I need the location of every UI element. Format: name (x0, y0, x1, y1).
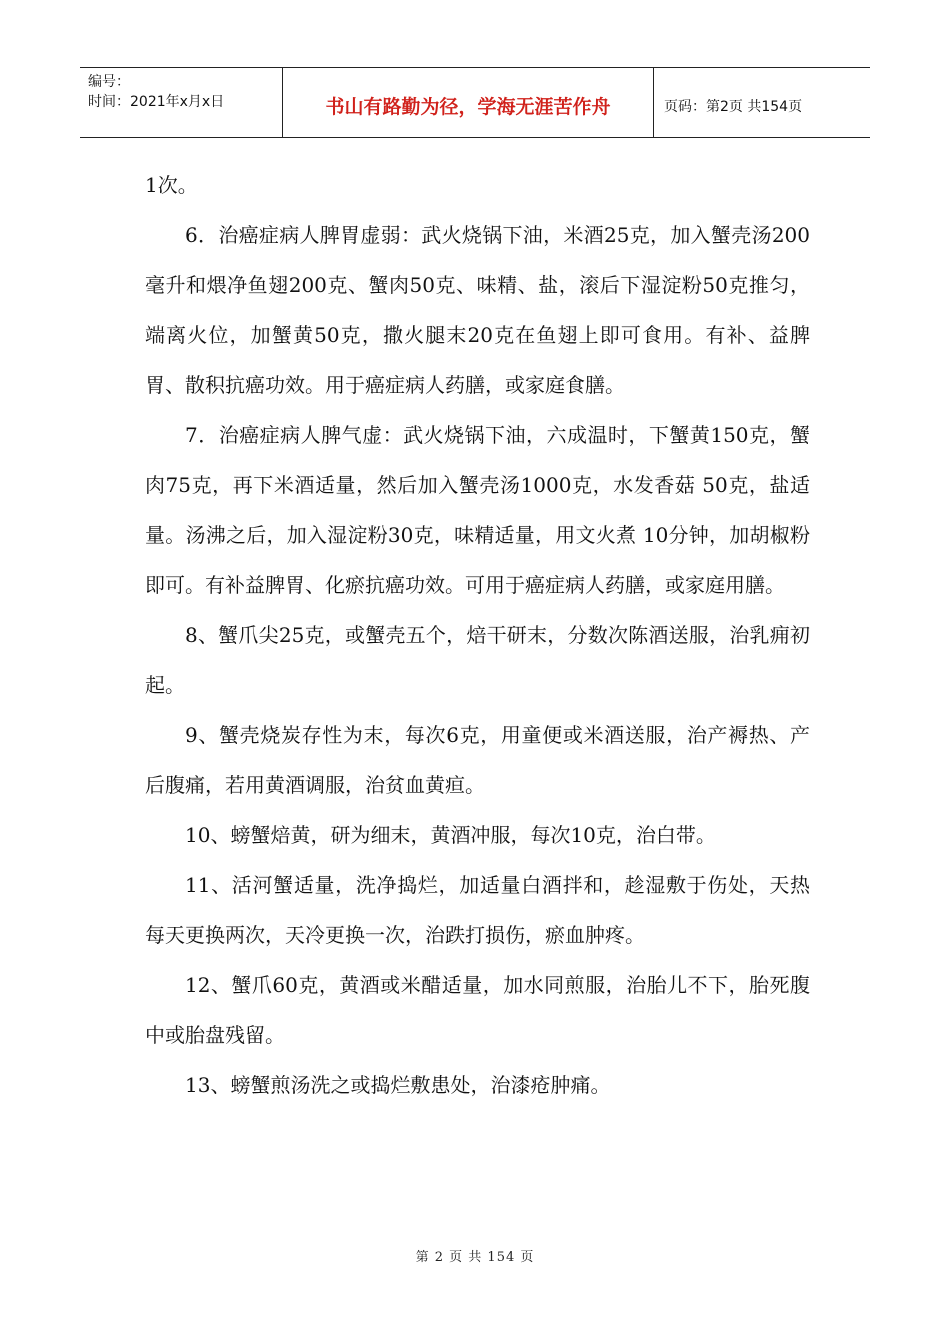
paragraph: 6．治癌症病人脾胃虚弱：武火烧锅下油，米酒25克，加入蟹壳汤200毫升和煨净鱼翅200克、蟹肉50克、味精、盐，滚后下湿淀粉50克推匀，端离火位，加蟹黄50克，撒火腿末20克在鱼翅上即可食用。有补、益脾胃、散积抗癌功效。用于癌症病人药膳，或家庭食膳。 (145, 223, 810, 397)
paragraph: 10、螃蟹焙黄，研为细末，黄酒冲服，每次10克，治白带。 (185, 823, 716, 847)
paragraph: 12、蟹爪60克，黄酒或米醋适量，加水同煎服，治胎儿不下，胎死腹中或胎盘残留。 (145, 973, 810, 1047)
paragraph: 7．治癌症病人脾气虚：武火烧锅下油，六成温时，下蟹黄150克，蟹肉75克，再下米酒适量，然后加入蟹壳汤1000克，水发香菇 50克，盐适量。汤沸之后，加入湿淀粉30克，味精适量，用文火煮 10分钟，加胡椒粉即可。有补益脾胃、化瘀抗癌功效。可用于癌症病人药膳，或家庭用膳。 (145, 423, 810, 597)
header-page-info: 页码：第2页 共154页 (664, 98, 803, 115)
paragraph: 8、蟹爪尖25克，或蟹壳五个，焙干研末，分数次陈酒送服，治乳痈初起。 (145, 623, 810, 697)
document-date: 时间：2021年x月x日 (88, 94, 225, 110)
page-header (80, 67, 870, 138)
paragraph: 1次。 (145, 173, 198, 197)
header-motto: 书山有路勤为径，学海无涯苦作舟 (283, 68, 654, 137)
header-meta (80, 68, 283, 137)
paragraph: 9、蟹壳烧炭存性为末，每次6克，用童便或米酒送服，治产褥热、产后腹痛，若用黄酒调服，治贫血黄疸。 (145, 723, 810, 797)
paragraph: 13、螃蟹煎汤洗之或捣烂敷患处，治漆疮肿痛。 (185, 1073, 611, 1097)
paragraph: 11、活河蟹适量，洗净捣烂，加适量白酒拌和，趁湿敷于伤处，天热每天更换两次，天冷更换一次，治跌打损伤，瘀血肿疼。 (145, 873, 810, 947)
document-number-label: 编号： (88, 74, 130, 90)
document-body (145, 160, 810, 1110)
page-footer: 第 2 页 共 154 页 (415, 1250, 535, 1265)
